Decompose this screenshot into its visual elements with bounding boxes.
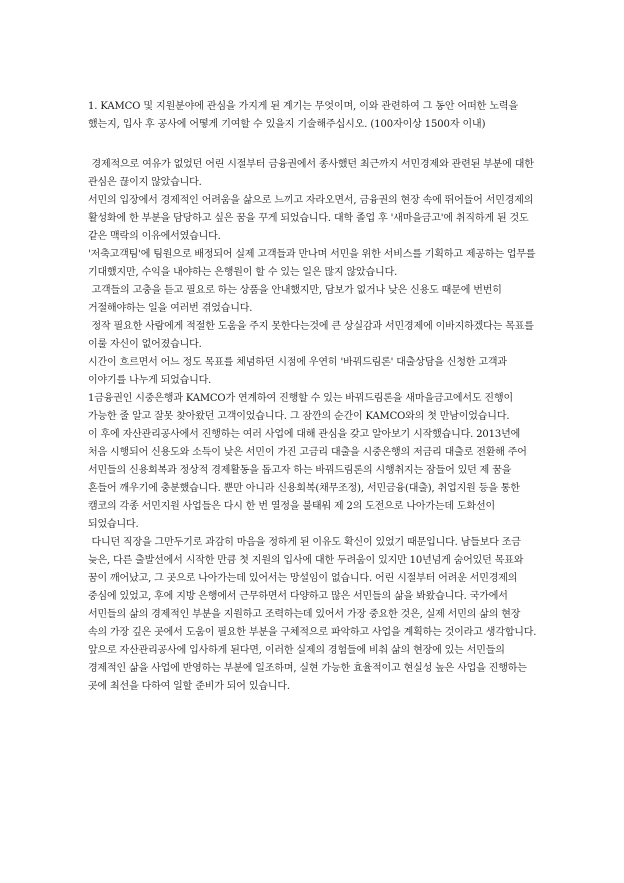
answer-paragraph-4: 고객들의 고충을 듣고 필요로 하는 상품을 안내했지만, 담보가 없거나 낮은 신용도 때문에 번번히 거절해야하는 일을 여러번 겪었습니다. [88,285,502,314]
answer-paragraph-8: 이 후에 자산관리공사에서 진행하는 여러 사업에 대해 관심을 갖고 알아보기 시작했습니다. 2013년에 처음 시행되어 신용도와 소득이 낮은 서민이 가진 고금리 대출을 시중은행의 저금리 대출로 전환해 주어 서민들의 신용회복과 정상적 경제활동을 돕고자 하는 바꿔드림론의 시행취지는 잠들어 있던 제 꿈을 흔들어 깨우기에 충분했습니다. 뿐만 아니라 신용회복(채무조정), 서민금융(대출), 취업지원 등을 통한 캠코의 각종 서민지원 사업들은 다시 한 번 열정을 불태워 제 2의 도전으로 나아가는데 도화선이 되었습니다. [88,429,527,530]
answer-body [88,156,538,696]
answer-paragraph-2: 서민의 입장에서 경제적인 어려움을 삶으로 느끼고 자라오면서, 금융권의 현장 속에 뛰어들어 서민경제의 활성화에 한 부분을 담당하고 싶은 꿈을 꾸게 되었습니다. 대학 졸업 후 '새마을금고'에 취직하게 된 것도 같은 맥락의 이유에서였습니다. [88,195,534,242]
answer-paragraph-9: 다니던 직장을 그만두기로 과감히 마음을 정하게 된 이유도 확신이 있었기 때문입니다. 남들보다 조금 늦은, 다른 출발선에서 시작한 만큼 첫 지원의 입사에 대한 두려움이 있지만 10년넘게 숨어있던 목표와 꿈이 깨어났고, 그 곳으로 나아가는데 있어서는 망설임이 없습니다. 어린 시절부터 어려운 서민경제의 중심에 있었고, 후에 지방 은행에서 근무하면서 다양하고 많은 서민들의 삶을 봐왔습니다. 국가에서 서민들의 삶의 경제적인 부분을 지원하고 조력하는데 있어서 가장 중요한 것은, 실제 서민의 삶의 현장 속의 가장 깊은 곳에서 도움이 필요한 부분을 구체적으로 파악하고 사업을 계획하는 것이라고 생각합니다. 앞으로 자산관리공사에 입사하게 된다면, 이러한 실제의 경험들에 비춰 삶의 현장에 있는 서민들의 경제적인 삶을 사업에 반영하는 부분에 일조하며, 실현 가능한 효율적이고 현실성 높은 사업을 진행하는 곳에 최선을 다하여 일할 준비가 되어 있습니다. [88,537,537,692]
answer-paragraph-1: 경제적으로 여유가 없었던 어린 시절부터 금융권에서 종사했던 최근까지 서민경제와 관련된 부분에 대한 관심은 끊이지 않았습니다. [88,159,534,188]
answer-paragraph-3: '저축고객팀'에 팀원으로 배정되어 실제 고객들과 만나며 서민을 위한 서비스를 기획하고 제공하는 업무를 기대했지만, 수익을 내야하는 은행원이 할 수 있는 일은 많지 않았습니다. [88,249,536,278]
answer-paragraph-7: 1금융권인 시중은행과 KAMCO가 연계하여 진행할 수 있는 바꿔드림론을 새마을금고에서도 진행이 가능한 줄 알고 잘못 찾아왔던 고객이었습니다. 그 잠깐의 순간이 KAMCO와의 첫 만남이었습니다. [88,393,513,422]
answer-paragraph-5: 정작 필요한 사람에게 적절한 도움을 주지 못한다는것에 큰 상실감과 서민경제에 이바지하겠다는 목표를 이룰 자신이 없어졌습니다. [88,321,534,350]
question-text: 1. KAMCO 및 지원분야에 관심을 가지게 된 계기는 무엇이며, 이와 관련하여 그 동안 어떠한 노력을 했는지, 입사 후 공사에 어떻게 기여할 수 있을지 기술해주십시오. (100자이상 1500자 이내) [88,101,518,130]
answer-paragraph-6: 시간이 흐르면서 어느 정도 목표를 체념하던 시점에 우연히 '바꿔드림론' 대출상담을 신청한 고객과 이야기를 나누게 되었습니다. [88,357,507,386]
